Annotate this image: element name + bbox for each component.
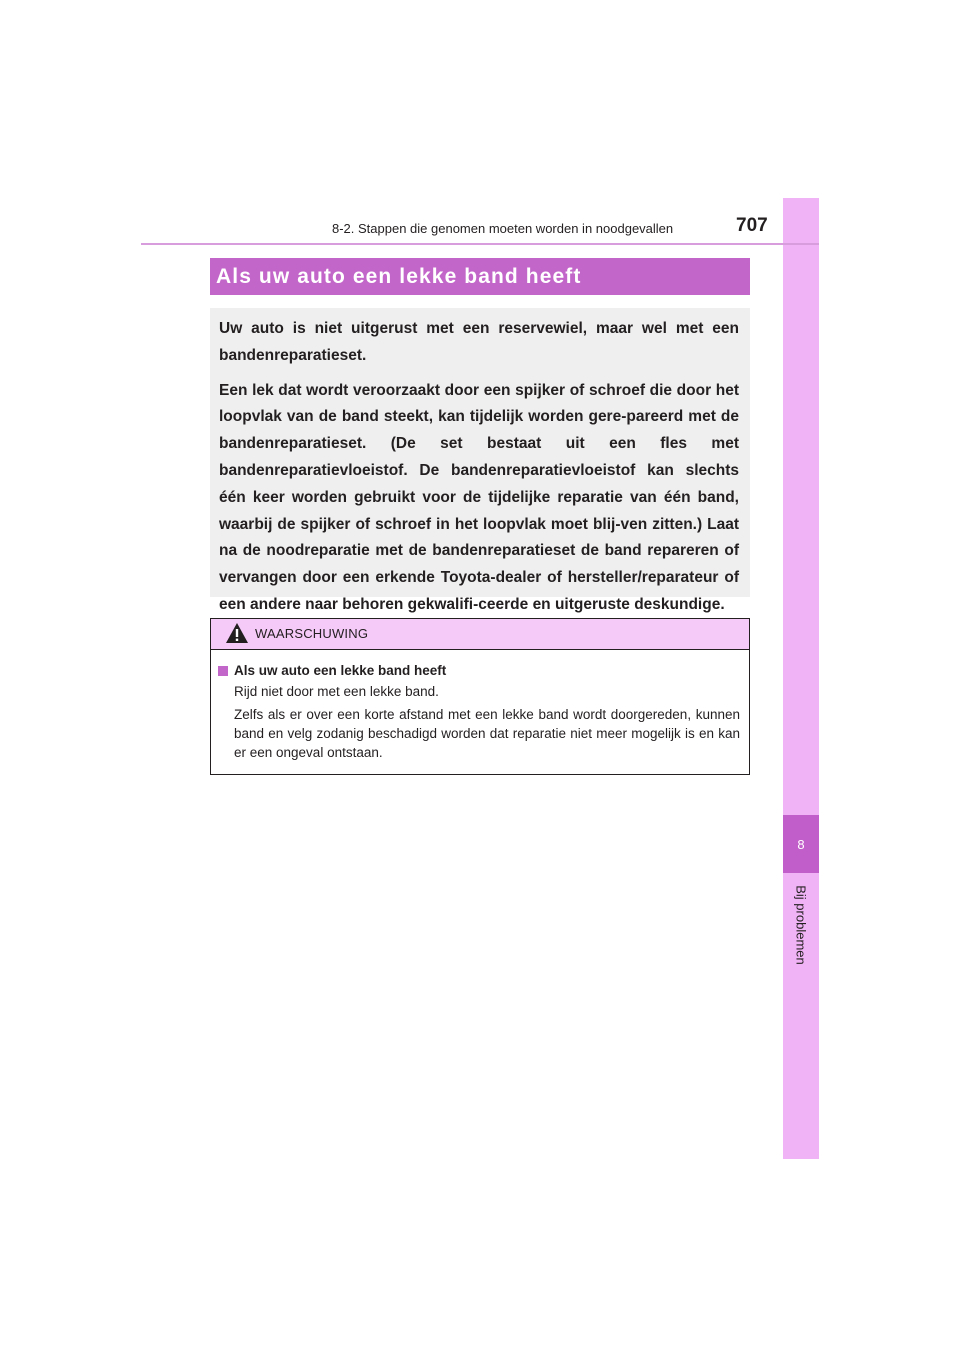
warning-triangle-icon — [225, 622, 249, 644]
warning-item-title — [218, 661, 740, 681]
side-tab-label: Bij problemen — [793, 885, 809, 965]
warning-paragraph: Zelfs als er over een korte afstand met een lekke band wordt doorgereden, kunnen band en velg zodanig beschadigd worden dat reparatie niet meer mogelijk is en kan er een ongeval ontstaan. — [234, 707, 740, 760]
intro-paragraph: Uw auto is niet uitgerust met een reservewiel, maar wel met een bandenreparatieset. — [219, 320, 739, 364]
header-rule — [141, 243, 819, 245]
warning-item-title-text: Als uw auto een lekke band heeft — [234, 663, 447, 678]
section-title: Als uw auto een lekke band heeft — [216, 264, 582, 288]
warning-label: WAARSCHUWING — [255, 626, 369, 641]
warning-header — [211, 619, 749, 650]
intro-paragraph: Een lek dat wordt veroorzaakt door een spijker of schroef die door het loopvlak van de band steekt, kan tijdelijk worden gere-pareerd met de bandenreparatieset. (De set bestaat uit een fles met bandenreparatievloeistof. De bandenreparatievloeistof kan slechts één keer worden gebruikt voor de tijdelijke reparatie van één band, waarbij de spijker of schroef in het loopvlak moet blij-ven zitten.) Laat na de noodreparatie met de bandenreparatieset de band repareren of vervangen door een erkende Toyota-dealer of hersteller/reparateur of een andere naar behoren gekwalifi-ceerde en uitgeruste deskundige. — [219, 381, 739, 613]
section-title-bar — [210, 258, 750, 295]
side-tab-strip — [783, 198, 819, 1159]
running-header-title: 8-2. Stappen die genomen moeten worden in noodgevallen — [332, 221, 674, 236]
square-bullet-icon — [218, 666, 228, 676]
warning-paragraph: Rijd niet door met een lekke band. — [234, 684, 439, 699]
side-tab-chapter-number[interactable]: 8 — [783, 815, 819, 873]
page-number: 707 — [736, 215, 768, 236]
warning-box — [210, 618, 750, 775]
warning-body — [211, 650, 749, 762]
intro-box — [210, 308, 750, 613]
